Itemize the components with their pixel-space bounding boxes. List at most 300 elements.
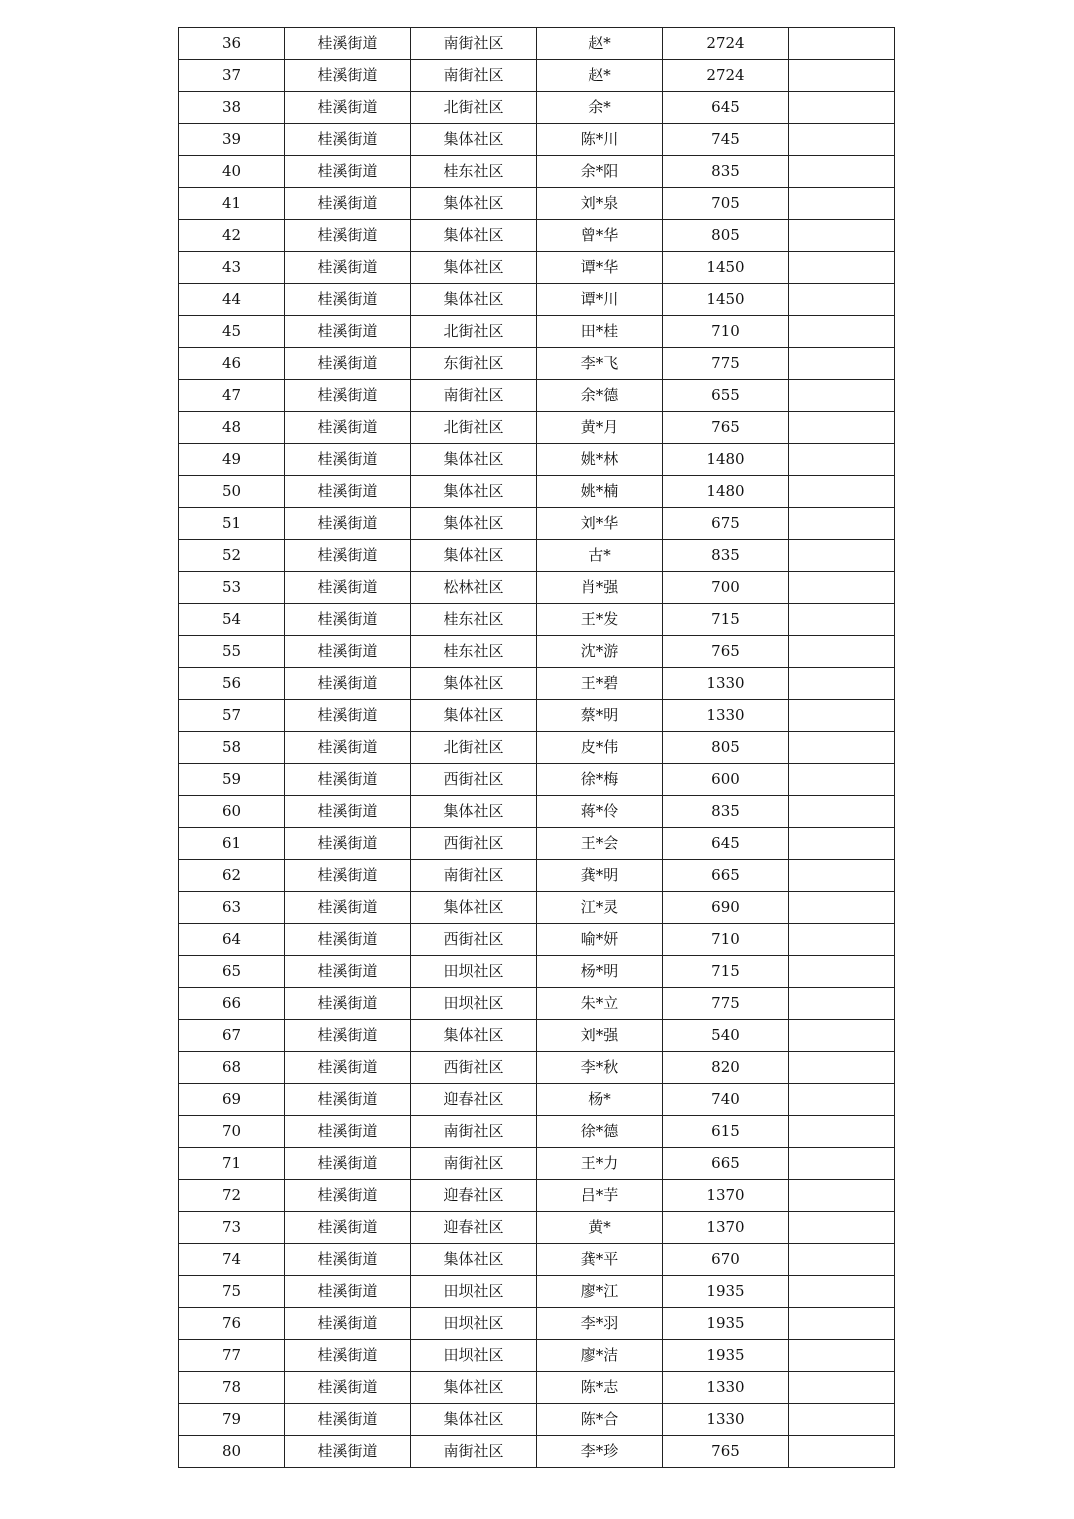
table-row (179, 412, 895, 444)
community-cell: 集体社区 (411, 508, 537, 540)
community-cell: 北街社区 (411, 92, 537, 124)
community-cell: 西街社区 (411, 828, 537, 860)
name-cell: 黄*月 (537, 412, 663, 444)
street-cell: 桂溪街道 (285, 1212, 411, 1244)
street-cell: 桂溪街道 (285, 92, 411, 124)
name-cell: 余*阳 (537, 156, 663, 188)
row-number-cell: 50 (179, 476, 285, 508)
street-cell: 桂溪街道 (285, 1372, 411, 1404)
street-cell: 桂溪街道 (285, 892, 411, 924)
table-row (179, 1436, 895, 1468)
note-cell (789, 668, 895, 700)
amount-cell: 700 (663, 572, 789, 604)
community-cell: 集体社区 (411, 1020, 537, 1052)
row-number-cell: 43 (179, 252, 285, 284)
row-number-cell: 60 (179, 796, 285, 828)
note-cell (789, 92, 895, 124)
table-row (179, 668, 895, 700)
community-cell: 南街社区 (411, 1116, 537, 1148)
community-cell: 桂东社区 (411, 636, 537, 668)
amount-cell: 805 (663, 732, 789, 764)
note-cell (789, 444, 895, 476)
name-cell: 王*会 (537, 828, 663, 860)
name-cell: 王*碧 (537, 668, 663, 700)
amount-cell: 600 (663, 764, 789, 796)
name-cell: 刘*强 (537, 1020, 663, 1052)
name-cell: 黄* (537, 1212, 663, 1244)
street-cell: 桂溪街道 (285, 284, 411, 316)
row-number-cell: 72 (179, 1180, 285, 1212)
name-cell: 肖*强 (537, 572, 663, 604)
community-cell: 集体社区 (411, 220, 537, 252)
amount-cell: 655 (663, 380, 789, 412)
row-number-cell: 76 (179, 1308, 285, 1340)
row-number-cell: 41 (179, 188, 285, 220)
name-cell: 余*德 (537, 380, 663, 412)
amount-cell: 820 (663, 1052, 789, 1084)
amount-cell: 645 (663, 828, 789, 860)
community-cell: 集体社区 (411, 444, 537, 476)
amount-cell: 765 (663, 412, 789, 444)
amount-cell: 1370 (663, 1180, 789, 1212)
amount-cell: 1935 (663, 1308, 789, 1340)
row-number-cell: 77 (179, 1340, 285, 1372)
table-row (179, 348, 895, 380)
name-cell: 蒋*伶 (537, 796, 663, 828)
street-cell: 桂溪街道 (285, 668, 411, 700)
community-cell: 松林社区 (411, 572, 537, 604)
note-cell (789, 284, 895, 316)
table-row (179, 92, 895, 124)
note-cell (789, 1436, 895, 1468)
community-cell: 集体社区 (411, 540, 537, 572)
row-number-cell: 52 (179, 540, 285, 572)
name-cell: 吕*芋 (537, 1180, 663, 1212)
table-row (179, 924, 895, 956)
amount-cell: 1450 (663, 284, 789, 316)
amount-cell: 715 (663, 956, 789, 988)
table-row (179, 508, 895, 540)
street-cell: 桂溪街道 (285, 572, 411, 604)
street-cell: 桂溪街道 (285, 1180, 411, 1212)
table-row (179, 1308, 895, 1340)
name-cell: 王*力 (537, 1148, 663, 1180)
row-number-cell: 57 (179, 700, 285, 732)
street-cell: 桂溪街道 (285, 1436, 411, 1468)
table-row (179, 284, 895, 316)
name-cell: 谭*华 (537, 252, 663, 284)
name-cell: 赵* (537, 60, 663, 92)
note-cell (789, 156, 895, 188)
row-number-cell: 68 (179, 1052, 285, 1084)
name-cell: 李*秋 (537, 1052, 663, 1084)
row-number-cell: 63 (179, 892, 285, 924)
table-row (179, 124, 895, 156)
table-row (179, 1052, 895, 1084)
table-row (179, 700, 895, 732)
amount-cell: 705 (663, 188, 789, 220)
name-cell: 皮*伟 (537, 732, 663, 764)
row-number-cell: 51 (179, 508, 285, 540)
street-cell: 桂溪街道 (285, 924, 411, 956)
amount-cell: 1330 (663, 1372, 789, 1404)
street-cell: 桂溪街道 (285, 636, 411, 668)
row-number-cell: 70 (179, 1116, 285, 1148)
note-cell (789, 892, 895, 924)
amount-cell: 1330 (663, 668, 789, 700)
amount-cell: 715 (663, 604, 789, 636)
amount-cell: 670 (663, 1244, 789, 1276)
street-cell: 桂溪街道 (285, 1052, 411, 1084)
street-cell: 桂溪街道 (285, 956, 411, 988)
row-number-cell: 58 (179, 732, 285, 764)
note-cell (789, 348, 895, 380)
name-cell: 姚*林 (537, 444, 663, 476)
amount-cell: 765 (663, 636, 789, 668)
community-cell: 田坝社区 (411, 956, 537, 988)
table-row (179, 252, 895, 284)
row-number-cell: 54 (179, 604, 285, 636)
street-cell: 桂溪街道 (285, 316, 411, 348)
street-cell: 桂溪街道 (285, 444, 411, 476)
community-cell: 迎春社区 (411, 1212, 537, 1244)
table-row (179, 1212, 895, 1244)
amount-cell: 2724 (663, 60, 789, 92)
name-cell: 赵* (537, 28, 663, 60)
table-row (179, 444, 895, 476)
community-cell: 迎春社区 (411, 1084, 537, 1116)
note-cell (789, 508, 895, 540)
table-row (179, 1372, 895, 1404)
table-row (179, 1180, 895, 1212)
row-number-cell: 80 (179, 1436, 285, 1468)
street-cell: 桂溪街道 (285, 508, 411, 540)
row-number-cell: 39 (179, 124, 285, 156)
street-cell: 桂溪街道 (285, 604, 411, 636)
name-cell: 龚*平 (537, 1244, 663, 1276)
note-cell (789, 188, 895, 220)
amount-cell: 710 (663, 924, 789, 956)
street-cell: 桂溪街道 (285, 188, 411, 220)
name-cell: 李*羽 (537, 1308, 663, 1340)
row-number-cell: 64 (179, 924, 285, 956)
name-cell: 江*灵 (537, 892, 663, 924)
community-cell: 西街社区 (411, 764, 537, 796)
table-row (179, 188, 895, 220)
table-row (179, 860, 895, 892)
note-cell (789, 828, 895, 860)
name-cell: 徐*梅 (537, 764, 663, 796)
community-cell: 桂东社区 (411, 604, 537, 636)
note-cell (789, 1404, 895, 1436)
note-cell (789, 604, 895, 636)
note-cell (789, 412, 895, 444)
street-cell: 桂溪街道 (285, 1276, 411, 1308)
table-row (179, 828, 895, 860)
table-row (179, 1148, 895, 1180)
amount-cell: 710 (663, 316, 789, 348)
name-cell: 陈*志 (537, 1372, 663, 1404)
amount-cell: 775 (663, 348, 789, 380)
note-cell (789, 380, 895, 412)
community-cell: 南街社区 (411, 60, 537, 92)
street-cell: 桂溪街道 (285, 1340, 411, 1372)
note-cell (789, 956, 895, 988)
community-cell: 北街社区 (411, 732, 537, 764)
street-cell: 桂溪街道 (285, 1116, 411, 1148)
row-number-cell: 37 (179, 60, 285, 92)
community-cell: 北街社区 (411, 412, 537, 444)
row-number-cell: 71 (179, 1148, 285, 1180)
note-cell (789, 796, 895, 828)
note-cell (789, 252, 895, 284)
table-row (179, 316, 895, 348)
street-cell: 桂溪街道 (285, 124, 411, 156)
street-cell: 桂溪街道 (285, 860, 411, 892)
community-cell: 集体社区 (411, 476, 537, 508)
name-cell: 王*发 (537, 604, 663, 636)
street-cell: 桂溪街道 (285, 1308, 411, 1340)
table-row (179, 796, 895, 828)
street-cell: 桂溪街道 (285, 796, 411, 828)
name-cell: 喻*妍 (537, 924, 663, 956)
name-cell: 杨* (537, 1084, 663, 1116)
street-cell: 桂溪街道 (285, 412, 411, 444)
row-number-cell: 40 (179, 156, 285, 188)
name-cell: 余* (537, 92, 663, 124)
table-row (179, 1404, 895, 1436)
name-cell: 陈*合 (537, 1404, 663, 1436)
amount-cell: 1330 (663, 1404, 789, 1436)
amount-cell: 1370 (663, 1212, 789, 1244)
table-row (179, 60, 895, 92)
note-cell (789, 1372, 895, 1404)
community-cell: 集体社区 (411, 252, 537, 284)
note-cell (789, 316, 895, 348)
row-number-cell: 47 (179, 380, 285, 412)
name-cell: 杨*明 (537, 956, 663, 988)
row-number-cell: 46 (179, 348, 285, 380)
note-cell (789, 1148, 895, 1180)
table-row (179, 636, 895, 668)
note-cell (789, 540, 895, 572)
name-cell: 沈*游 (537, 636, 663, 668)
name-cell: 李*飞 (537, 348, 663, 380)
amount-cell: 765 (663, 1436, 789, 1468)
amount-cell: 835 (663, 540, 789, 572)
street-cell: 桂溪街道 (285, 1404, 411, 1436)
row-number-cell: 62 (179, 860, 285, 892)
community-cell: 南街社区 (411, 1436, 537, 1468)
note-cell (789, 1052, 895, 1084)
street-cell: 桂溪街道 (285, 220, 411, 252)
street-cell: 桂溪街道 (285, 348, 411, 380)
street-cell: 桂溪街道 (285, 988, 411, 1020)
community-cell: 南街社区 (411, 380, 537, 412)
community-cell: 田坝社区 (411, 1340, 537, 1372)
table-row (179, 1084, 895, 1116)
table-row (179, 1340, 895, 1372)
community-cell: 南街社区 (411, 860, 537, 892)
table-row (179, 1020, 895, 1052)
name-cell: 陈*川 (537, 124, 663, 156)
street-cell: 桂溪街道 (285, 1244, 411, 1276)
row-number-cell: 69 (179, 1084, 285, 1116)
note-cell (789, 1340, 895, 1372)
street-cell: 桂溪街道 (285, 252, 411, 284)
row-number-cell: 65 (179, 956, 285, 988)
name-cell: 谭*川 (537, 284, 663, 316)
amount-cell: 675 (663, 508, 789, 540)
amount-cell: 805 (663, 220, 789, 252)
amount-cell: 740 (663, 1084, 789, 1116)
name-cell: 曾*华 (537, 220, 663, 252)
name-cell: 姚*楠 (537, 476, 663, 508)
note-cell (789, 1084, 895, 1116)
row-number-cell: 45 (179, 316, 285, 348)
street-cell: 桂溪街道 (285, 60, 411, 92)
table-row (179, 380, 895, 412)
community-cell: 南街社区 (411, 1148, 537, 1180)
table-row (179, 220, 895, 252)
name-cell: 廖*江 (537, 1276, 663, 1308)
table-row (179, 956, 895, 988)
street-cell: 桂溪街道 (285, 700, 411, 732)
community-cell: 田坝社区 (411, 1276, 537, 1308)
note-cell (789, 700, 895, 732)
note-cell (789, 60, 895, 92)
row-number-cell: 61 (179, 828, 285, 860)
amount-cell: 2724 (663, 28, 789, 60)
row-number-cell: 53 (179, 572, 285, 604)
amount-cell: 775 (663, 988, 789, 1020)
note-cell (789, 764, 895, 796)
note-cell (789, 1212, 895, 1244)
table-row (179, 1244, 895, 1276)
table-row (179, 604, 895, 636)
community-cell: 集体社区 (411, 284, 537, 316)
community-cell: 田坝社区 (411, 988, 537, 1020)
street-cell: 桂溪街道 (285, 540, 411, 572)
row-number-cell: 74 (179, 1244, 285, 1276)
table-row (179, 476, 895, 508)
amount-cell: 1480 (663, 476, 789, 508)
amount-cell: 1480 (663, 444, 789, 476)
community-cell: 田坝社区 (411, 1308, 537, 1340)
community-cell: 集体社区 (411, 1244, 537, 1276)
note-cell (789, 924, 895, 956)
name-cell: 刘*华 (537, 508, 663, 540)
amount-cell: 835 (663, 156, 789, 188)
data-table (178, 27, 895, 1468)
note-cell (789, 1020, 895, 1052)
table-row (179, 1276, 895, 1308)
amount-cell: 1935 (663, 1276, 789, 1308)
row-number-cell: 66 (179, 988, 285, 1020)
table-row (179, 1116, 895, 1148)
row-number-cell: 42 (179, 220, 285, 252)
street-cell: 桂溪街道 (285, 1084, 411, 1116)
note-cell (789, 988, 895, 1020)
community-cell: 集体社区 (411, 124, 537, 156)
note-cell (789, 476, 895, 508)
street-cell: 桂溪街道 (285, 828, 411, 860)
row-number-cell: 36 (179, 28, 285, 60)
note-cell (789, 1276, 895, 1308)
row-number-cell: 79 (179, 1404, 285, 1436)
community-cell: 集体社区 (411, 700, 537, 732)
row-number-cell: 55 (179, 636, 285, 668)
name-cell: 龚*明 (537, 860, 663, 892)
community-cell: 西街社区 (411, 1052, 537, 1084)
community-cell: 集体社区 (411, 1404, 537, 1436)
name-cell: 徐*德 (537, 1116, 663, 1148)
note-cell (789, 572, 895, 604)
amount-cell: 615 (663, 1116, 789, 1148)
row-number-cell: 48 (179, 412, 285, 444)
name-cell: 李*珍 (537, 1436, 663, 1468)
note-cell (789, 1116, 895, 1148)
note-cell (789, 124, 895, 156)
street-cell: 桂溪街道 (285, 156, 411, 188)
table-body (179, 28, 895, 1468)
name-cell: 蔡*明 (537, 700, 663, 732)
table-row (179, 988, 895, 1020)
amount-cell: 1330 (663, 700, 789, 732)
note-cell (789, 28, 895, 60)
note-cell (789, 1180, 895, 1212)
table-row (179, 572, 895, 604)
amount-cell: 540 (663, 1020, 789, 1052)
table-row (179, 764, 895, 796)
community-cell: 桂东社区 (411, 156, 537, 188)
name-cell: 朱*立 (537, 988, 663, 1020)
name-cell: 廖*洁 (537, 1340, 663, 1372)
amount-cell: 1450 (663, 252, 789, 284)
community-cell: 集体社区 (411, 796, 537, 828)
row-number-cell: 49 (179, 444, 285, 476)
note-cell (789, 1308, 895, 1340)
community-cell: 集体社区 (411, 892, 537, 924)
community-cell: 西街社区 (411, 924, 537, 956)
note-cell (789, 732, 895, 764)
note-cell (789, 220, 895, 252)
amount-cell: 690 (663, 892, 789, 924)
row-number-cell: 75 (179, 1276, 285, 1308)
street-cell: 桂溪街道 (285, 732, 411, 764)
amount-cell: 835 (663, 796, 789, 828)
table-row (179, 892, 895, 924)
street-cell: 桂溪街道 (285, 1020, 411, 1052)
name-cell: 古* (537, 540, 663, 572)
row-number-cell: 78 (179, 1372, 285, 1404)
name-cell: 刘*泉 (537, 188, 663, 220)
row-number-cell: 44 (179, 284, 285, 316)
community-cell: 集体社区 (411, 668, 537, 700)
community-cell: 迎春社区 (411, 1180, 537, 1212)
note-cell (789, 1244, 895, 1276)
community-cell: 北街社区 (411, 316, 537, 348)
note-cell (789, 636, 895, 668)
row-number-cell: 67 (179, 1020, 285, 1052)
amount-cell: 665 (663, 860, 789, 892)
community-cell: 集体社区 (411, 188, 537, 220)
community-cell: 东街社区 (411, 348, 537, 380)
street-cell: 桂溪街道 (285, 1148, 411, 1180)
table-row (179, 540, 895, 572)
street-cell: 桂溪街道 (285, 28, 411, 60)
street-cell: 桂溪街道 (285, 380, 411, 412)
